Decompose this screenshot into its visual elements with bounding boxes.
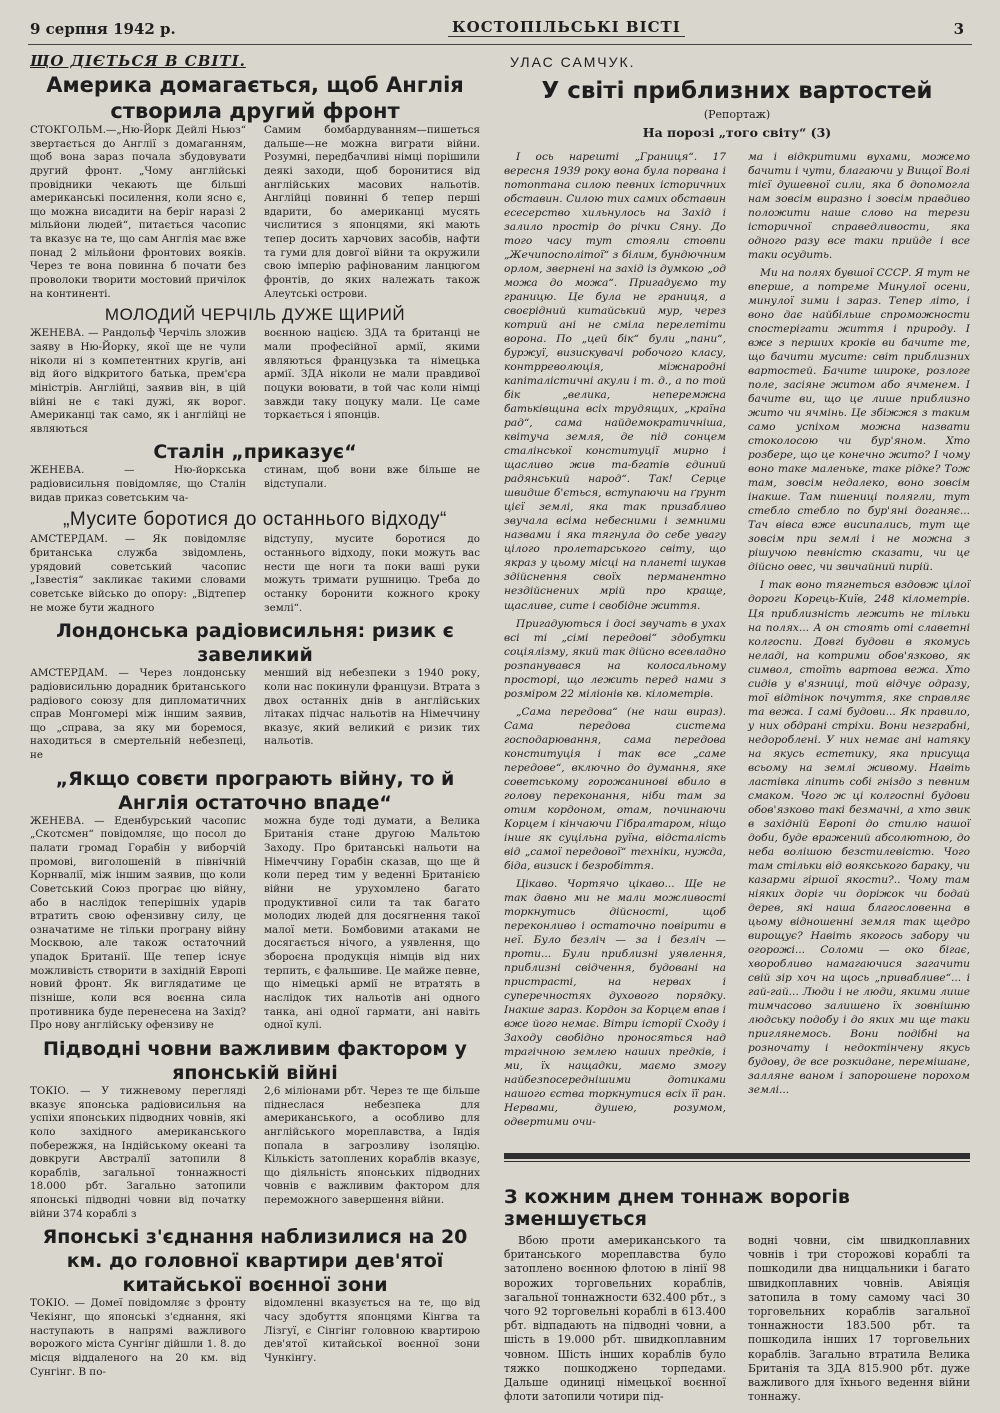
article-stalin	[30, 440, 480, 505]
section-divider	[504, 1153, 970, 1159]
report-subtitle: (Репортаж)	[703, 108, 771, 121]
article-soviets-lose	[30, 767, 480, 1033]
newspaper-name: КОСТОПІЛЬСЬКІ ВІСТІ	[448, 18, 685, 37]
article-text: Вбою проти американського та британського мореплавства було затоплено воєнною флотою в лінії 98 ворожих торговельних кораблів, загальної тоннажности 632.400 рбт., з чого 92 торговельні кораблі в 613.400 рбт. відпадають на підводні човни, а шість в 19.000 рбт. швидкоплавним човном. Шість інших кораблів було тяжко пошкоджено торпедами. Дальше одиниці німецької воєнної флоти затопили чотири під-	[504, 1234, 726, 1404]
rubric: ЩО ДІЄТЬСЯ В СВІТІ.	[30, 52, 246, 70]
article-text: воєнною нацією. ЗДА та британці не мали професійної армії, якими являються французька та німецька армії. ЗДА ніколи не мали правдивої поцуки воювати, в той час коли німці завжди таку поцуку мали. Це саме торкається і японців.	[264, 327, 480, 422]
left-column	[30, 50, 480, 1383]
section-divider-thin	[504, 1161, 970, 1162]
right-column	[504, 50, 970, 1129]
article-title: МОЛОДИЙ ЧЕРЧІЛЬ ДУЖЕ ЩИРИЙ	[104, 305, 406, 325]
article-text: АМСТЕРДАМ. — Як повідомляє британська служба звідомлень, урядовий советський часопис „Ізвестія“ закликає такими словами советське військо до опору: „Відтепер не може бути жадного	[30, 533, 246, 614]
report-paragraph: І ось нарешті „Границя“. 17 вересня 1939 року вона була порвана і потоптана силою певних історичних обставин. Силою тих самих обставин есесерство хильнулось на Захід і залило простір до річки Сяну. До того часу тут стояли стовпи „Жечипосполітої“ з білим, бундючним орлом, звернені на захід із думкою „од можа до можа“. Пригадуємо ту границю. Це була не границя, а своєрідний китайський мур, через котрий ані не сміла перелетіти ворона. По „цей бік“ були „пани“, буржуї, визискувачі робочого класу, контрреволюція, міжнародні капіталістичні акули і т. д., а по той бік „велика, неперемжна батьківщина всіх трудящих, „країна рад“, сама найдемократичніша, квітуча земля, де під сонцем сталінської конституції мирно і щасливо жив та-бгатів єдиний радянський народ“. Так! Серце швидше б'ється, вступаючи на ґрунт цієї землі, яка так призабливо звучала всіма небесними і земними назвами і яка тягнула до себе увагу цілого пролетарського світу, що якраз у цьому місці на планеті шукав здійснення своїх перманентно нездійснених мрій про краще, щасливе, сите і свобідне життя.	[504, 150, 726, 612]
article-america	[30, 72, 480, 301]
article-text: менший від небезпеки з 1940 року, коли нас покинули французи. Втрата з двох останніх днів в англійських літаках підчас нальотів на Німеччину вказує, який великий є ризик тих нальотів.	[264, 667, 480, 748]
author-name: УЛАС САМЧУК.	[510, 54, 636, 70]
article-title: З кожним днем тоннаж ворогів зменшується	[504, 1186, 850, 1230]
report-body	[504, 150, 970, 1129]
report-paragraph: ма і відкритими вухами, можемо бачити і чути, благаючи у Вищої Волі тієї душевної сили, яка б допомогла нам зовсім виразно і зовсім правдиво положити наше слово на терези історичної справедливости, яка одного разу все таки прийде і все таки осудить.	[748, 150, 970, 262]
report-paragraph: Ми на полях бувшої СССР. Я тут не вперше, а потреме Минулої осени, минулої зими і зараз. Тепер літо, і воно дає найбільше спроможности спостерігати життя і природу. І вже з перших кроків ви бачите те, що бачити мусите: світ приблизних вартостей. Бачите широке, розлоге поле, засіяне житом або ячменем. І бачите ви, що це лише приблизно жито чи ячмінь. Це збіжжя з таким само успіхом можна назвати стоколосою чи бур'яном. Хто розбере, що це конечно жито? І чому воно таке маленьке, таке рідке? Тож там, зовсім недалеко, воно зовсім інакше. Там пшениці полягли, тут стебло стебло по бур'яні доганяє... Тач вівса вже висипались, тут ще зовсім при землі і не можна з рішучою певністю сказати, чи це дійсно овес, чи звичайний пирій.	[748, 266, 970, 574]
article-title: „Якщо совєти програють війну, то й Англія остаточно впаде“	[55, 767, 455, 814]
article-title: Америка домагається, щоб Англія створила другий фронт	[46, 73, 464, 123]
report-paragraph: Цікаво. Чортячо цікаво... Ще не так давно ми не мали можливості торкнутись дійсності, щоб переконливо і остаточно повірити в неї. Було безліч — за і безліч — проти... Були приблизні уявлення, приблизні свідчення, будовані на пристрасті, на нервах і суперечностях духового порядку. Інакше зараз. Кордон за Корцем впав і вже його немає. Вітри історії Сходу і Заходу свобідно проносяться над трагічною землею наших предків, і ми, їх нащадки, маємо змогу найбезпосереднішими дотиками нашого єства торкнутися всіх її ран. Нервами, душею, розумом, одвертими очи-	[504, 876, 726, 1129]
article-text: можна буде тоді думати, а Велика Британія стане другою Мальтою Заходу. Про британські нальоти на Німеччину Горабін сказав, що ще й коли перед тим у веденні Британією війни не урухомлено багато продуктивної сили та так багато молодих людей для досягнення такої малої мети. Бомбовими атаками не досягається нічого, а уявлення, що збороєна продукція німців від них терпить, є фальшиве. Це майже певне, що німецькі армії не втратять в наслідок тих нальотів ані одного танка, ані одної гармати, ані навіть одної кулі.	[264, 814, 480, 1032]
issue-date: 9 серпня 1942 р.	[30, 20, 176, 38]
article-title: Японські з'єднання наблизилися на 20 км. до головної квартири дев'ятої китайської воєнної зони	[42, 1226, 468, 1297]
article-text: відступу, мусите боротися до останнього відходу, поки можуть вас нести ще ноги та поки ваші руки можуть тримати рушницю. Треба до останку боронити кожного кроку землі“.	[264, 533, 480, 614]
article-text: ТОКІО. — У тижневому перегляді вказує японська радіовисильня на успіхи японських підводних човнів, які коло західного американського побережжя, на Індійському океані та довкруги Австралії затопили 8 кораблів, загальної тоннажності 18.000 рбт. Загально затопили японські підводні човни від початку війни 374 кораблі з	[30, 1084, 246, 1220]
article-churchill	[30, 305, 480, 436]
report-series: На порозі „того світу“ (3)	[642, 125, 832, 140]
article-text: АМСТЕРДАМ. — Через лондонську радіовисильню дорадник британського радіового союзу для дипломатичних справ Монгомері між іншим заявив, що „справа, за яку ми боремося, находиться в смертельній небезпеці, не	[30, 667, 246, 762]
article-text: ЖЕНЕВА. — Рандольф Черчіль зложив заяву в Ню-Йорку, якої ще не чули ніколи ні з компетентних кругів, ані від його відкритого батька, прем'єра міністрів. Англійці, заявив він, в цій війні не є такі дужі, як ворог. Американці так само, як і англійці не являються	[30, 327, 246, 435]
article-tonnage	[504, 1186, 970, 1404]
article-text: стинам, щоб вони вже більше не відступали.	[264, 464, 480, 491]
article-title: Лондонська радіовисильня: ризик є завеликий	[56, 620, 454, 667]
article-submarines	[30, 1037, 480, 1221]
page-number: 3	[953, 20, 964, 38]
article-text: відомленні вказується на те, що від часу здобуття японцями Кінгва та Лізгуї, є Сінгінг головною квартирою дев'ятої китайської воєнної зони Чункінгу.	[264, 1297, 480, 1364]
header-rule	[28, 44, 972, 45]
article-london-radio	[30, 619, 480, 762]
article-text: водні човни, сім швидкоплавних човнів і три сторожові кораблі та пошкодили два ниццальники і багато швидкоплавних човнів. Авіяція затопила в тому самому часі 30 торговельних кораблів загальної тоннажности 183.500 рбт. та пошкодила інших 17 торговельних кораблів. Загально втратила Велика Британія та ЗДА 815.900 рбт. дуже важливого для їхнього ведення війни тоннажу.	[748, 1234, 970, 1404]
article-izvestia	[30, 509, 480, 615]
article-title: „Мусите боротися до останнього відходу“	[63, 509, 447, 531]
page-header	[30, 16, 972, 42]
report-paragraph: Пригадуються і досі звучать в ухах всі ті „сімі передові“ здобутки соціялізму, який так дійсно всевладно розпанувався на колосальному просторі, що лежить перед нами з розміром 22 міліонів кв. кілометрів.	[504, 616, 726, 700]
report-paragraph: „Сама передова“ (не наш вираз). Сама передова система господарювання, сама передова конституція і так все „саме передове“, включно до думання, яке советському горожанинові вбило в голову переконання, ніби там за отим кордоном, отам, починаючи Корцем і кінчаючи Гібралтаром, ніщо інше як суцільна руїна, відсталість від „самої передової“ техніки, нужда, біда, визиск і безробіття.	[504, 704, 726, 872]
article-text: 2,6 міліонами рбт. Через те ще більше піднеслася небезпека для американського, а особливо для англійського мореплавства, а Індія попала в загрозливу ізоляцію. Кількість затоплених кораблів вказує, що діяльність японських підводних човнів є важливим фактором для переможного завершення війни.	[264, 1084, 480, 1207]
article-title: Підводні човни важливим фактором у японській війні	[43, 1037, 467, 1084]
report-title: У світі приблизних вартостей	[541, 78, 933, 104]
article-text: СТОКГОЛЬМ.—„Ню-Йорк Дейлі Ньюз“ звертається до Англії з домаганням, щоб вона зараз почала збудовувати другий фронт. „Чому англійські провідники чекають ще більші американські посилення, коли ясно є, що можна висадити на беріг наразі 2 мільйони людей“, питається часопис та вказує на те, що сам Англія має вже понад 2 мільйони фронтових вояків. Через те вона повинна б почати без проволоки творити мостовий причілок на континенті.	[30, 124, 246, 300]
article-text: ТОКІО. — Домеї повідомляє з фронту Чекіянг, що японські з'єднання, які наступають в напрямі важливого ворожого міста Сунгінг дійшли 1. 8. до місця віддаленого на 20 км. від Сунгінг. В по-	[30, 1297, 246, 1378]
article-text: ЖЕНЕВА. — Еденбурський часопис „Скотсмен“ повідомляє, що посол до палати громад Горабін у виборчій промові, виголошеній в північній Корнвалії, між іншим заявив, що коли Советський Союз програє цю війну, або в наслідок теперішніх ударів втратить свою офензивну силу, це означатиме не тільки програну війну Москвою, але також остаточний упадок Британії. Ще тепер існує можливість створити в західній Европі новий фронт. Як виглядатиме це пізніше, коли вся воєнна сила противника буде перенесена на Захід? Про нову англійську офензиву не	[30, 814, 246, 1032]
article-text: Самим бомбардуванням—пишеться дальше—не можна виграти війни. Розумні, передбачливі німці порішили деякі заходи, щоб боронитися від англійських масових нальотів. Англійці повинні б тепер перші вдарити, бо американці мусять числитися з японцями, які мають тепер досить харчових засобів, нафти та гуми для довгої війни та окружили свою імперію рафінованим ланцюгом фронтів, до яких належать також Алеутські острови.	[264, 124, 480, 300]
report-paragraph: І так воно тягнеться вздовж цілої дороги Корець-Київ, 248 кілометрів. Ця приблизність лежить не тільки на полях... А он стоять оті славетні колгоспи. Довгі будови в якомусь неладі, на котрими обов'язково, як символ, стоїть вартова вежа. Хто сидів у в'язниці, той відчує одразу, тої відтінок почуття, яке справляє та вежа. І самі будови... Як правило, у них обдрані стріхи. Вони незграбні, недороблені. У них немає ані натяку на якусь естетику, яка присуща всьому на землі живому. Навіть ластівка ліпить собі гніздо з певним смаком. Чого ж ці колгоспні будови обов'язково такі безмачні, а хто звик в західній Европі до стилю нашої доби, буде вражений абсолютною, до неба волішою безстилевістю. Чого там стільки від воякського бараку, чи казарми гіршої якости?.. Чому там ніяких доріг чи доріжок чи бодай дерев, які наша благословенна в цьому відношенні земля так щедро вирощує? Навіть якогось забору чи огорожі... Соломи — око бігає, хворобливо намагаючися загачити свій зір хоч на щось „привабливе“... і гай-гай... Люди і не люди, якими лише тимчасово залишено їх зовнішню людську подобу і до яких ми ще таки приглянемось. Вони подібні на розночату і недоктінчену якусь будову, де все розкидане, перемішане, залляне ваном і запорошене порохом землі...	[748, 578, 970, 1097]
article-text: ЖЕНЕВА. — Ню-йоркська радіовисильня повідомляє, що Сталін видав приказ советським ча-	[30, 464, 246, 504]
article-japanese-units	[30, 1225, 480, 1379]
article-title: Сталін „приказує“	[153, 441, 357, 464]
